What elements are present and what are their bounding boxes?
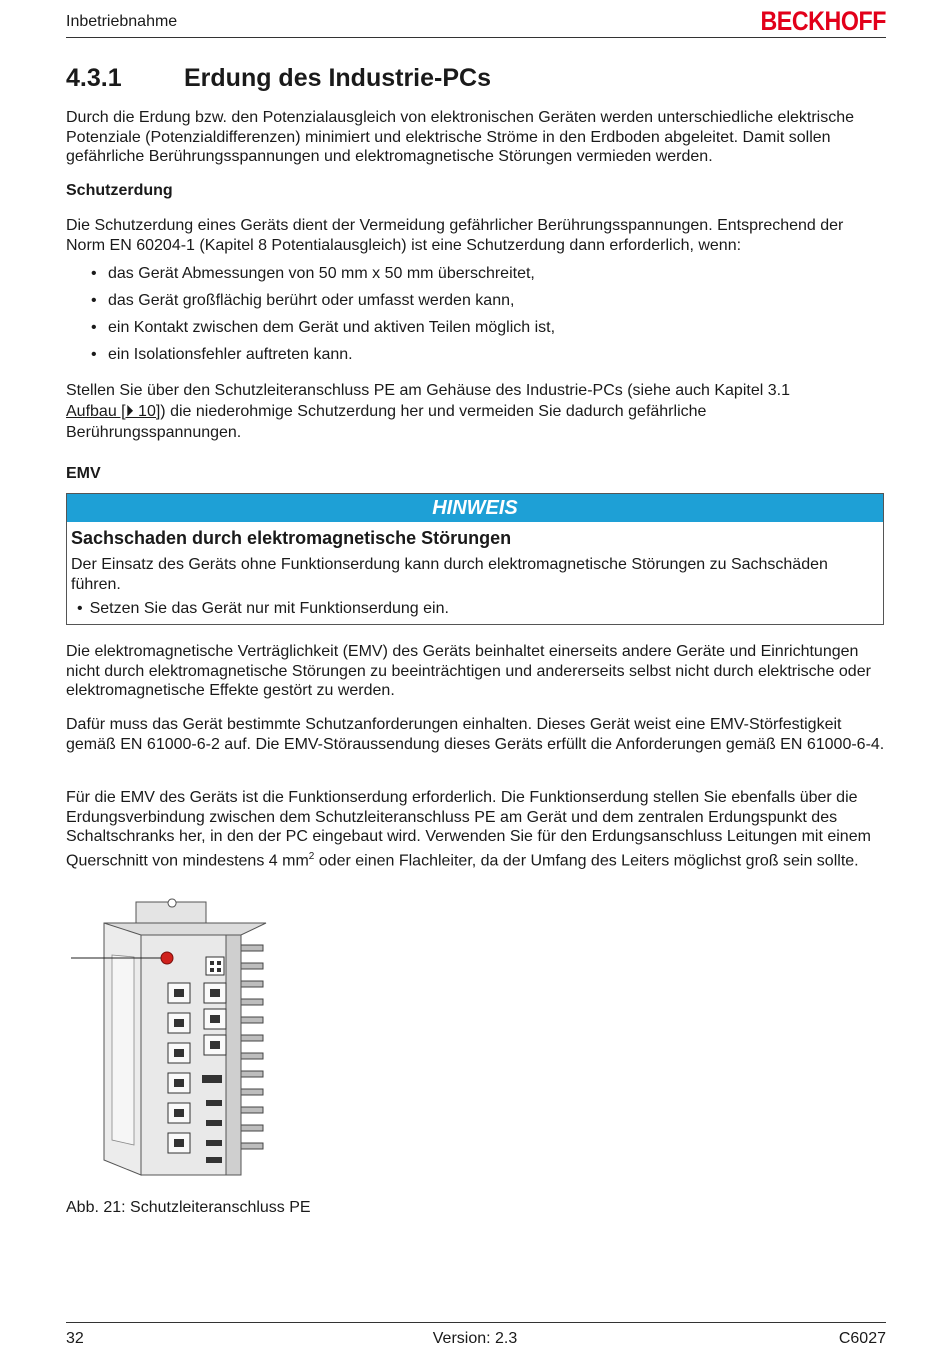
pe-text-start: Stellen Sie über den Schutzleiteranschluss PE am Gehäuse des Industrie-PCs (siehe auch Kapitel 3.1 [66, 382, 790, 399]
notice-text: Der Einsatz des Geräts ohne Funktionserdung kann durch elektromagnetische Störungen zu Sachschäden führen. [71, 556, 828, 593]
emv-paragraph-1: Die elektromagnetische Verträglichkeit (EMV) des Geräts beinhaltet einerseits andere Geräte und Einrichtungen nicht durch elektromagnetische Störungen zu beeinträchtigen und andererseits selbst nicht durch elektrische oder elektromagnetische Effekte gestört zu werden. [66, 643, 871, 700]
list-item: • ein Isolationsfehler auftreten kann. [91, 345, 555, 372]
emv-heading: EMV [66, 465, 101, 482]
notice-bullet: • Setzen Sie das Gerät nur mit Funktionserdung ein. [77, 600, 883, 618]
schutzerdung-paragraph: Die Schutzerdung eines Geräts dient der Vermeidung gefährlicher Berührungsspannungen. Entsprechend der Norm EN 60204-1 (Kapitel 8 Potentialausgleich) ist eine Schutzerdung dann erforderlich, wenn: [66, 217, 844, 254]
section-title: Erdung des Industrie-PCs [184, 64, 491, 92]
list-item: • das Gerät großflächig berührt oder umfasst werden kann, [91, 291, 555, 318]
list-item: • das Gerät Abmessungen von 50 mm x 50 mm überschreitet, [91, 264, 555, 291]
section-number: 4.3.1 [66, 64, 122, 92]
footer-rule [66, 1322, 886, 1323]
emv-paragraph-3-start: Für die EMV des Geräts ist die Funktionserdung erforderlich. Die Funktionserdung stellen Sie ebenfalls über die Erdungsverbindung zwischen dem Schutzleiteranschluss PE am Gerät und dem zentralen Erdungspunkt des Schaltschranks her, in den der PC eingebaut wird. Verwenden Sie für den Erdungsanschluss Leitungen mit einem Querschnitt von mindestens 4 mm [66, 789, 871, 870]
emv-paragraph-3 [66, 788, 886, 871]
header-section-title: Inbetriebnahme [66, 13, 178, 30]
list-item: • ein Kontakt zwischen dem Gerät und aktiven Teilen möglich ist, [91, 318, 555, 345]
product-code: C6027 [838, 1330, 886, 1347]
industrial-pc-illustration [66, 895, 296, 1185]
superscript-2: 2 [308, 850, 315, 862]
pe-text-end: ) die niederohmige Schutzerdung her und vermeiden Sie dadurch gefährliche Berührungsspannungen. [66, 403, 707, 441]
figure-caption: Abb. 21: Schutzleiteranschluss PE [66, 1199, 311, 1216]
notice-title: Sachschaden durch elektromagnetische Störungen [71, 528, 512, 548]
header-rule [66, 37, 886, 38]
schutzerdung-heading: Schutzerdung [66, 182, 173, 199]
notice-box [66, 493, 884, 625]
intro-paragraph: Durch die Erdung bzw. den Potenzialausgleich von elektronischen Geräten werden unterschiedliche elektrische Potenziale (Potenzialdifferenzen) minimiert und elektrische Ströme in den Erdboden abgeleitet. Damit sollen gefährliche Berührungsspannungen und elektromagnetische Störungen vermieden werden. [66, 109, 855, 166]
emv-paragraph-2: Dafür muss das Gerät bestimmte Schutzanforderungen einhalten. Dieses Gerät weist eine EMV-Störfestigkeit gemäß EN 61000-6-2 auf. Die EMV-Störaussendung dieses Geräts erfüllt die Anforderungen gemäß EN 61000-6-4. [66, 716, 885, 753]
pe-paragraph [66, 380, 886, 443]
page-number: 32 [66, 1330, 84, 1347]
emv-paragraph-3-end: oder einen Flachleiter, da der Umfang des Leiters möglichst groß sein sollte. [314, 852, 859, 870]
notice-label: HINWEIS [67, 494, 883, 522]
beckhoff-logo: BECKHOFF [760, 6, 886, 36]
document-version: Version: 2.3 [432, 1330, 518, 1347]
section-heading [66, 64, 491, 93]
chapter-link-aufbau[interactable]: Aufbau [⏵ 10] [66, 403, 161, 420]
schutzerdung-bullet-list [91, 264, 555, 372]
